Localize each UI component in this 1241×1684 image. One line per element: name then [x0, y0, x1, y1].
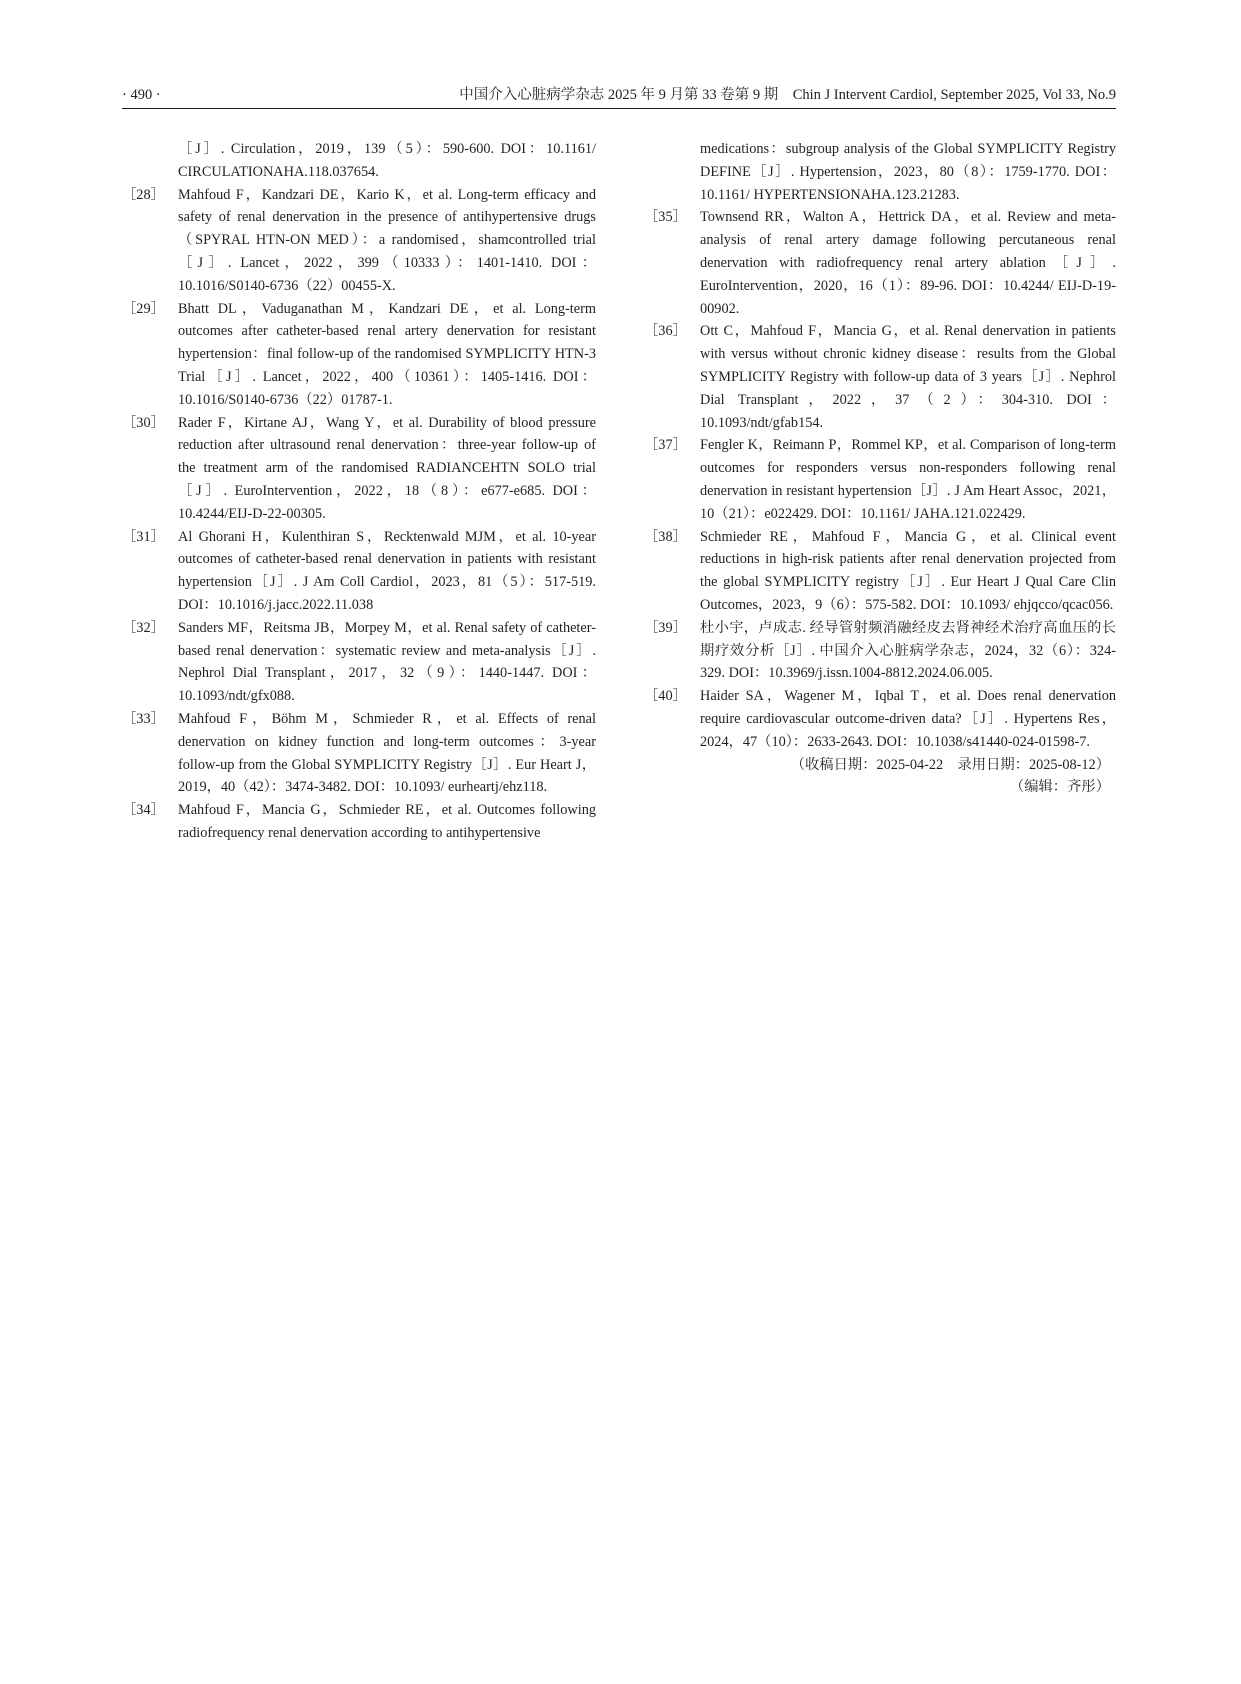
reference-text: Mahfoud F，Mancia G，Schmieder RE，et al. Outcomes following radiofrequency renal denervation according to antihypertensive [178, 802, 596, 841]
reference-text: Mahfoud F，Böhm M，Schmieder R，et al. Effects of renal denervation on kidney function and long-term outcomes：3-year follow-up from the Global SYMPLICITY Registry［J］. Eur Heart J，2019，40（42）：3474-3482. DOI：10.1093/ eurheartj/ehz118. [178, 710, 596, 796]
reference-29 [122, 298, 596, 412]
reference-28 [122, 184, 596, 298]
reference-text: Haider SA，Wagener M，Iqbal T，et al. Does renal denervation require cardiovascular outcome-driven data?［J］. Hypertens Res，2024，47（10）：2633-2643. DOI：10.1038/s41440-024-01598-7. [700, 688, 1116, 750]
reference-text: ［J］. Circulation，2019，139（5）：590-600. DOI：10.1161/ CIRCULATIONAHA.118.037654. [178, 141, 596, 180]
editor-credit: （编辑：齐彤） [1009, 779, 1110, 796]
reference-continuation [644, 138, 1116, 206]
running-head: 中国介入心脏病学杂志 2025 年 9 月第 33 卷第 9 期 Chin J Intervent Cardiol, September 2025, Vol 33, No.9 [459, 87, 1116, 103]
reference-number: ［30］ [122, 414, 165, 431]
page-header [122, 84, 1116, 109]
reference-34 [122, 799, 596, 845]
right-column [644, 138, 1116, 799]
reference-40 [644, 685, 1116, 753]
reference-33 [122, 708, 596, 799]
reference-continuation [122, 138, 596, 184]
reference-text: Fengler K，Reimann P，Rommel KP，et al. Comparison of long-term outcomes for responders versus non-responders following renal denervation in resistant hypertension［J］. J Am Heart Assoc，2021，10（21）：e022429. DOI：10.1161/ JAHA.121.022429. [700, 437, 1116, 522]
reference-text: Mahfoud F，Kandzari DE，Kario K，et al. Long-term efficacy and safety of renal denervation in the presence of antihypertensive drugs（SPYRAL HTN-ON MED）：a randomised，shamcontrolled trial［J］. Lancet，2022，399（10333）：1401-1410. DOI：10.1016/S0140-6736（22）00455-X. [178, 186, 596, 294]
reference-text: Bhatt DL，Vaduganathan M，Kandzari DE，et al. Long-term outcomes after catheter-based renal artery denervation for resistant hypertension：final follow-up of the randomised SYMPLICITY HTN-3 Trial［J］. Lancet，2022，400（10361）：1405-1416. DOI：10.1016/S0140-6736（22）01787-1. [178, 300, 596, 408]
reference-text: Sanders MF，Reitsma JB，Morpey M，et al. Renal safety of catheter-based renal denervation：systematic review and meta-analysis［J］. Nephrol Dial Transplant，2017，32（9）：1440-1447. DOI：10.1093/ndt/gfx088. [178, 619, 596, 705]
reference-36 [644, 320, 1116, 434]
reference-number: ［35］ [644, 209, 687, 226]
reference-text: Townsend RR，Walton A，Hettrick DA，et al. Review and meta-analysis of renal artery damage following percutaneous renal denervation with radiofrequency renal artery ablation［J］. EuroIntervention，2020，16（1）：89-96. DOI：10.4244/ EIJ-D-19-00902. [700, 209, 1116, 317]
reference-number: ［33］ [122, 710, 165, 727]
reference-37 [644, 434, 1116, 525]
reference-31 [122, 526, 596, 617]
reference-number: ［40］ [644, 688, 687, 705]
left-column [122, 138, 596, 845]
received-accepted-dates: （收稿日期：2025-04-22 录用日期：2025-08-12） [790, 756, 1110, 773]
reference-text: Schmieder RE，Mahfoud F，Mancia G，et al. Clinical event reductions in high-risk patients after renal denervation projected from the global SYMPLICITY registry［J］. Eur Heart J Qual Care Clin Outcomes，2023，9（6）：575-582. DOI：10.1093/ ehjqcco/qcac056. [700, 528, 1116, 613]
reference-35 [644, 206, 1116, 320]
reference-number: ［39］ [644, 619, 687, 636]
reference-number: ［38］ [644, 528, 687, 545]
reference-number: ［37］ [644, 437, 687, 454]
reference-number: ［34］ [122, 802, 165, 819]
reference-32 [122, 617, 596, 708]
reference-text: 杜小宇，卢成志. 经导管射频消融经皮去肾神经术治疗高血压的长期疗效分析［J］. 中国介入心脏病学杂志，2024，32（6）：324-329. DOI：10.3969/j.issn.1004-8812.2024.06.005. [700, 619, 1116, 682]
reference-number: ［31］ [122, 528, 165, 545]
reference-text: Ott C，Mahfoud F，Mancia G，et al. Renal denervation in patients with versus without chronic kidney disease：results from the Global SYMPLICITY Registry with follow-up data of 3 years［J］. Nephrol Dial Transplant，2022，37（2）：304-310. DOI：10.1093/ndt/gfab154. [700, 323, 1116, 431]
reference-38 [644, 526, 1116, 617]
reference-text: Al Ghorani H，Kulenthiran S，Recktenwald MJM，et al. 10-year outcomes of catheter-based renal denervation in patients with resistant hypertension［J］. J Am Coll Cardiol，2023，81（5）：517-519. DOI：10.1016/j.jacc.2022.11.038 [178, 528, 596, 613]
reference-number: ［29］ [122, 300, 165, 317]
page-number: · 490 · [122, 87, 161, 103]
reference-number: ［36］ [644, 323, 687, 340]
reference-text: Rader F，Kirtane AJ，Wang Y，et al. Durability of blood pressure reduction after ultrasound renal denervation：three-year follow-up of the treatment arm of the randomised RADIANCEHTN SOLO trial［J］. EuroIntervention，2022，18（8）：e677-e685. DOI：10.4244/EIJ-D-22-00305. [178, 414, 596, 522]
reference-30 [122, 412, 596, 526]
reference-number: ［32］ [122, 619, 165, 636]
reference-39 [644, 617, 1116, 685]
reference-number: ［28］ [122, 186, 165, 203]
reference-text: medications：subgroup analysis of the Global SYMPLICITY Registry DEFINE［J］. Hypertension，2023，80（8）：1759-1770. DOI：10.1161/ HYPERTENSIONAHA.123.21283. [700, 141, 1116, 203]
